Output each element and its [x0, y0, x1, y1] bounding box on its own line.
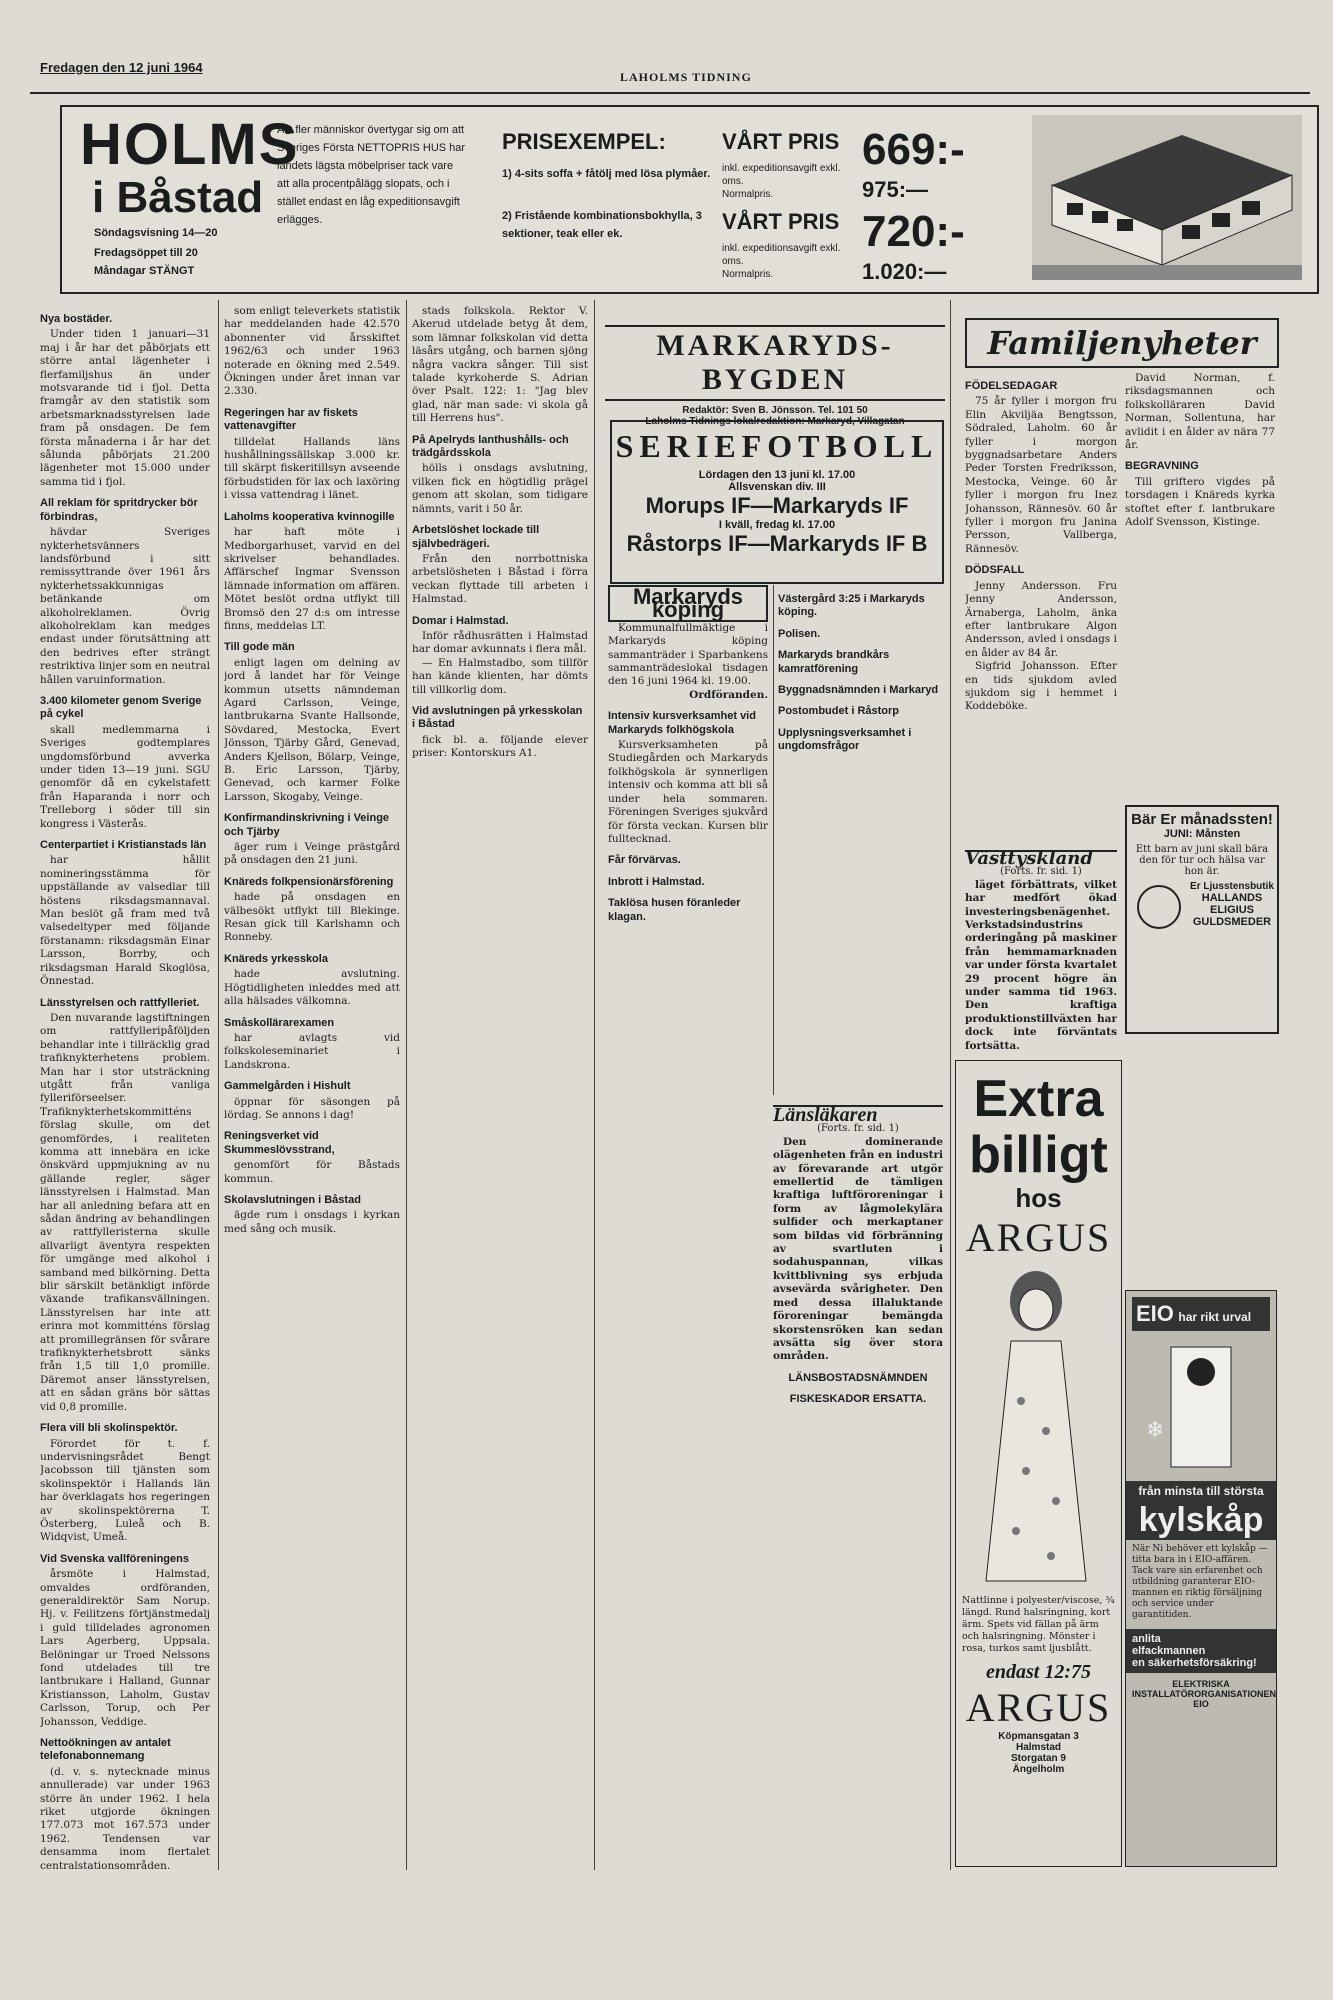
headline: Polisen.: [778, 627, 821, 640]
headline: 3.400 kilometer genom Sverige på cykel: [40, 694, 202, 721]
eio-organisation: ELEKTRISKA INSTALLATÖRORGANISATIONEN EIO: [1132, 1679, 1276, 1709]
article-text: Den dominerande olägenheten från en industri av förevarande art utgör emellertid de tämligen kraftiga luftföroreningar i form av lågmolekylära sulfider och merkaptaner som bildas vid förbränning av svartluten i sodahuspannan, vilkas kvittblivning sys erbjuda avsevärda svårigheter. Den med dessa illaluktande föroreningar bemängda skorstensröken kan sedan avsätta sig över stora områden.: [773, 1135, 943, 1363]
argus-name-bottom: ARGUS: [965, 1685, 1112, 1730]
argus-hos: hos: [1015, 1183, 1062, 1213]
eio-cta: [1126, 1629, 1276, 1673]
koping-notice-title: Markaryds köping: [608, 585, 768, 622]
article-text: Kommunalfullmäktige i Markaryds köping sammanträder i Sparbankens sammanträdeslokal tisdagen den 16 juni 1964 kl. 19.00.: [608, 621, 768, 688]
eio-kylskap: kylskåp: [1126, 1501, 1276, 1540]
article-text: hade på onsdagen en välbesökt utflykt till Blekinge. Resan gick till Karlshamn och Ronneby.: [224, 891, 400, 944]
article-text: har avlagts vid folkskoleseminariet i Landskrona.: [224, 1031, 400, 1071]
fridge-figure-illustration: [1126, 1337, 1276, 1477]
argus-address-4: Ängelholm: [1012, 1764, 1065, 1775]
monthstone-advertisement: [1125, 805, 1279, 1034]
headline: LÄNSBOSTADSNÄMNDEN: [788, 1371, 928, 1384]
markaryd-title: MARKARYDS-BYGDEN: [605, 325, 945, 401]
eio-cta-2: elfackmannen: [1132, 1645, 1206, 1657]
argus-caption: Nattlinne i polyester/viscose, ¾ längd. Rund halsringning, kort ärm. Spets vid fällan på ärm och halsringning. Mönster i rosa, turkos samt ljusblått.: [962, 1595, 1115, 1654]
shop-line-3: ELIGIUS: [1209, 904, 1254, 916]
vasttyskland-article: [965, 850, 1117, 1050]
holms-city: i Båstad: [92, 173, 264, 222]
headline: Knäreds folkpensionärsförening: [224, 875, 394, 888]
prisexempel-title: PRISEXEMPEL:: [502, 129, 666, 154]
store-building-illustration: [1032, 115, 1302, 280]
article-text: skall medlemmarna i Sveriges godtemplares ungdomsförbund avverka under tiden 13—19 juni. SGU genomför då en cykelstafett från Haparanda i norr och Trelleborg i söder till sin kongress i Västerås.: [40, 723, 210, 830]
article-text: läget förbättrats, vilket har medfört ökad investeringsbenägenhet. Verkstadsindustrins orderingång på maskiner från hemmamarknaden var under första kvartalet 29 procent högre än under samma tid 1963. Den kraftiga produktionstillväxten har dock inte förväntats fortsätta.: [965, 878, 1117, 1050]
markaryd-column-left: [608, 585, 768, 1095]
price-item-1: 1) 4-sits soffa + fåtölj med lösa plymåer.: [502, 168, 711, 180]
vasttyskland-title: Västtyskland: [965, 850, 1117, 865]
headline: Konfirmandinskrivning i Veinge och Tjärby: [224, 812, 390, 838]
article-text: genomfört för Båstads kommun.: [224, 1159, 400, 1185]
holms-advertisement: [60, 105, 1319, 294]
normal-price-1: 975:—: [862, 177, 929, 202]
lanslakaren-title: Länsläkaren: [773, 1105, 943, 1122]
markaryd-header: [605, 325, 945, 427]
headline: Småskollärarexamen: [224, 1016, 335, 1029]
eio-advertisement: [1125, 1290, 1277, 1867]
headline: Vid avslutningen på yrkesskolan i Båstad: [412, 704, 583, 731]
argus-price: endast 12:75: [986, 1661, 1091, 1683]
headline: Får förvärvas.: [608, 854, 681, 867]
holms-brand: HOLMS: [80, 112, 300, 177]
argus-address-3: Storgatan 9: [1010, 1753, 1066, 1764]
price-note-2: inkl. expeditionsavgift exkl. oms.: [722, 243, 841, 267]
eio-tagline: har rikt urval: [1178, 1310, 1252, 1324]
normal-label-1: Normalpris.: [722, 189, 774, 200]
markaryd-office: Laholms Tidnings lokalredaktion: Markaryd, Villagatan: [645, 416, 905, 427]
argus-address-1: Köpmansgatan 3: [998, 1731, 1079, 1742]
headline: Intensiv kursverksamhet vid Markaryds folkhögskola: [608, 710, 756, 736]
article-text: hade avslutning. Högtidligheten inleddes med att alla hälsades välkomna.: [224, 968, 400, 1008]
holms-intro: Allt fler människor övertygar sig om att Sveriges Första NETTOPRIS HUS har landets lägsta möbelpriser tack vare att alla procentpålägg slopats, och i stället endast en låg expeditionsavgift erlägges.: [277, 124, 466, 226]
article-text: stads folkskola. Rektor V. Akerud utdelade betyg åt dem, som lämnar folkskolan vid detta läsårs utgång, och barnen sjöng några vackra sånger. Till sist talade kyrkoherde S. Adrian över Psalt. 122: 1: "Jag blev glad, när man sade: vi skola gå till Herrens hus".: [412, 305, 588, 425]
article-text: hölls i onsdags avslutning, vilken fick en högtidlig prägel genom att skolan, som tidigare nämnts, varit i 50 år.: [412, 462, 588, 515]
monthstone-sub: JUNI: Månsten: [1163, 828, 1241, 840]
article-text: tilldelat Hallands läns hushållningssällskap 3.000 kr. till skärpt fiskeritillsyn avseende förbudstiden för lax och laxöring i vissa vattendrag i länet.: [224, 435, 400, 502]
headline: Upplysningsverksamhet i ungdomsfrågor: [778, 726, 912, 753]
normal-label-2: Normalpris.: [722, 269, 774, 280]
article-text: (d. v. s. nytecknade minus annullerade) var under 1963 större än under 1962. I hela riket utgjorde ökningen 177.073 mot 167.573 under 1962. Tendensen var densamma inom flertalet centralstationsområden.: [40, 1765, 210, 1870]
headline: Regeringen har av fiskets vattenavgifter: [224, 406, 358, 433]
article-text: årsmöte i Halmstad, omvaldes ordföranden, generaldirektör Sam Norup. Hj. v. Feilitzens förtjänstmedalj i guld tilldelades agronomen Lars Agerberg, Uppsala. Belöningar ur Troed Nelssons fond utdelades till tre lantbrukare i Halland, Gunnar Kristiansson, Laholm, Gustav Carlsson, Torup, och Per Johansson, Veddige.: [40, 1568, 210, 1728]
headline: DÖDSFALL: [965, 564, 1025, 577]
markaryd-editor: Redaktör: Sven B. Jönsson. Tel. 101 50: [682, 405, 868, 416]
header-rule: [30, 92, 1310, 94]
seriefotboll-title: SERIEFOTBOLL: [615, 428, 939, 464]
article-text: enligt lagen om delning av jord å landet har för Veinge kommun utsetts nämndeman Agard Carlsson, Veinge, lantbrukarna Svante Hallsonde, Sövdared, Mestocka, Evert Jönsson, Tjärby Gård, Genevad, Anders Kjellson, Bölarp, Veinge, B. Eric Larsson, Tjärby, Genevad, och karmer Folke Larsson, Skogaby, Veinge.: [224, 656, 400, 803]
paper-name: LAHOLMS TIDNING: [620, 70, 752, 84]
familjenyheter-title: Familjenyheter: [987, 324, 1257, 362]
our-price-label-2: VÅRT PRIS: [722, 209, 840, 234]
vasttyskland-continued: (Forts. fr. sid. 1): [1000, 866, 1082, 878]
headline: Vid Svenska vallföreningens: [40, 1552, 189, 1565]
eio-text: När Ni behöver ett kylskåp — titta bara in i EIO-affären. Tack vare sin erfarenhet och utbildning garanterar EIO-mannen en riktig försäljning och service under garantitiden.: [1132, 1544, 1268, 1620]
headline: Till gode män: [224, 641, 295, 654]
football-ad: [610, 420, 944, 584]
argus-address-2: Halmstad: [1015, 1742, 1061, 1753]
markaryd-column-right: [778, 585, 940, 1095]
price-1: 669:-: [862, 125, 965, 174]
headline: Gammelgården i Hishult: [224, 1080, 351, 1093]
column-divider: [594, 300, 595, 1870]
article-text: öppnar för säsongen på lördag. Se annons i dag!: [224, 1095, 400, 1121]
argus-extra: Extra: [973, 1070, 1104, 1128]
argus-advertisement: [955, 1060, 1122, 1867]
price-2: 720:-: [862, 207, 965, 256]
article-text: Inför rådhusrätten i Halmstad har domar avkunnats i flera mål.: [412, 629, 588, 656]
article-text: hävdar Sveriges nykterhetsvänners landsförbund i sitt remissyttrande över 1961 års nykterhetssakkunnigas betänkande om alkoholreklamen. Övrig alkoholreklam kan medges endast under förutsättning att den bedrives efter strängt restriktiva linjer som en neutral hållen varuinformation.: [40, 526, 210, 686]
our-price-label-1: VÅRT PRIS: [722, 129, 840, 154]
headline: Byggnadsnämnden i Markaryd: [778, 684, 939, 697]
headline: Taklösa husen föranleder klagan.: [608, 897, 741, 923]
headline: Knäreds yrkesskola: [224, 952, 328, 965]
article-text: som enligt televerkets statistik har meddelanden hade 42.570 abonnenter vid årsskiftet 1962/63 och under 1963 noterade en ökning med 2.549. Ökningen under året innan var 2.330.: [224, 305, 400, 398]
shop-line-1: Er Ljusstensbutik: [1190, 881, 1274, 892]
headline: Laholms kooperativa kvinnogille: [224, 510, 395, 523]
article-text: Den nuvarande lagstiftningen om rattfylleripåföljden behandlar inte i tillräcklig grad trafiknykterhetens problem. Man har i stor utsträckning utgått från vanliga fylleriförseelser. Trafiknykterhetskommitténs förslag skulle, om det genomfördes, i realiteten komma att innebära en icke önskvärd uppmjukning av nu gällande regler, säger länsstyrelsen i Halmstad. Man har all anledning befara att en sådan ändring av behandlingen av rattfylleristerna skulle allvarligt äventyra respekten för umgänge med alkohol i samband med bilkörning. Detta blir särskilt betänkligt införde växande trafikansvällningen. Länsstyrelsen har inte att erinra mot kommitténs förslag att promillegränsen för svårare trafiknykterhetsbrott sänks från 1,5 till 1,0 promille. Däremot anser länsstyrelsen, att en sådan gräns bör sättas vid 0,8 promille.: [40, 1011, 210, 1413]
headline: Västergård 3:25 i Markaryds köping.: [778, 593, 925, 619]
column-divider: [218, 300, 219, 1870]
article-text: Under tiden 1 januari—31 maj i år har det påbörjats ett större antal lägenheter i flerfamiljshus än under motsvarande tid i fjol. Detta framgår av den statistik som arbetsmarknadsstyrelsen lade fram på onsdagen. De fem första månaderna i år har det sålunda påbörjats 21.200 lägenheter mot 15.000 under samma tid i fjol.: [40, 328, 210, 488]
lanslakaren-continued: (Forts. fr. sid. 1): [817, 1123, 899, 1135]
headline: Nettoökningen av antalet telefonabonnemang: [40, 1737, 171, 1763]
guild-seal-icon: [1137, 885, 1181, 929]
eio-header: [1132, 1297, 1270, 1331]
eio-cta-3: en säkerhetsförsäkring!: [1132, 1657, 1257, 1669]
lanslakaren-article: [773, 1105, 943, 1875]
headline: Domar i Halmstad.: [412, 614, 509, 627]
league-name: Allsvenskan div. III: [728, 481, 826, 493]
eio-logo: EIO: [1136, 1301, 1174, 1326]
argus-name-top: ARGUS: [965, 1215, 1112, 1260]
issue-date: Fredagen den 12 juni 1964: [40, 60, 203, 75]
eio-line: från minsta till största: [1126, 1481, 1276, 1501]
article-text: Jenny Andersson. Fru Jenny Andersson, Ärnaberga, Laholm, änka efter lantbrukare Algon Andersson, avled i onsdags i en ålder av 84 år.: [965, 579, 1117, 659]
headline: Länsstyrelsen och rattfylleriet.: [40, 996, 200, 1009]
holms-hours-3: Måndagar STÄNGT: [94, 265, 195, 277]
headline: Reningsverket vid Skummeslövsstrand,: [224, 1130, 335, 1156]
eio-cta-1: anlita: [1132, 1633, 1161, 1645]
normal-price-2: 1.020:—: [862, 259, 947, 284]
article-text: har hållit nomineringsstämma för uppställande av valsedlar till höstens riksdagsmannaval. Man beslöt gå fram med två valsedeltyper med följande förstanamn: riksdagsmän Einar Larsson, Borrby, och riksdagsman Harald Skoglösa, Önnestad.: [40, 854, 210, 988]
article-text: Förordet för t. f. undervisningsrådet Bengt Jacobsson till tjänsten som skolinspektör i Hallands län har överklagats hos regeringen av skolinspektörerna T. Österberg, Luleå och B. Widqvist, Umeå.: [40, 1437, 210, 1544]
headline: FISKESKADOR ERSATTA.: [789, 1393, 927, 1406]
familjenyheter-banner: [965, 318, 1279, 368]
column-divider: [406, 300, 407, 1870]
article-text: David Norman, f. riksdagsmannen och folkskolläraren David Norman, Sollentuna, har avlidit i en ålder av nära 77 år.: [1125, 372, 1275, 452]
price-note-1: inkl. expeditionsavgift exkl. oms.: [722, 163, 841, 187]
headline: Inbrott i Halmstad.: [608, 875, 705, 888]
article-text: Kursverksamheten på Studiegården och Markaryds folkhögskola är synnerligen intensiv och komma att bli så under hela sommaren. Föreningen Sveriges sjukvård för första veckan. Kursen blir fulltecknad.: [608, 739, 768, 845]
match-date-2: I kväll, fredag kl. 17.00: [718, 519, 836, 531]
familj-column-left: [965, 372, 1117, 842]
headline: Postombudet i Råstorp: [778, 705, 900, 718]
familj-column-right: [1125, 372, 1275, 802]
holms-hours-2: Fredagsöppet till 20: [94, 247, 198, 259]
article-text: har haft möte i Medborgarhuset, varvid en del skrivelser behandlades. Affärschef Ingmar Svensson lämnade information om affären. Mötet beslöt ordna utflykt till Bromsö den 27 d:s om intresse finns, meddelas LT.: [224, 526, 400, 632]
signature: Ordföranden.: [689, 688, 768, 701]
headline: Flera vill bli skolinspektör.: [40, 1422, 178, 1435]
column-divider: [950, 300, 951, 1870]
headline: All reklam för spritdrycker bör förbindras,: [40, 497, 198, 523]
headline: Centerpartiet i Kristianstads län: [40, 839, 207, 852]
news-column-3: [412, 305, 588, 1870]
article-text: 75 år fyller i morgon fru Elin Akviljäa Bengtsson, Södraled, Laholm. 60 år fyller i morgon byggnadsarbetare Anders Peder Torsten Fredriksson, Mestocka, Veinge. 60 år fyller i morgon fru Inez Johansson, Rännesöv. 60 år fyller i morgon fru Janina Persson, Vallberga, Rännesöv.: [965, 395, 1117, 555]
headline: Arbetslöshet lockade till självbedrägeri.: [412, 524, 540, 550]
headline: Skolavslutningen i Båstad: [224, 1193, 361, 1206]
article-text: fick bl. a. följande elever priser: Kontorskurs A1.: [412, 733, 588, 760]
article-text: ägde rum i onsdags i kyrkan med sång och musik.: [224, 1209, 400, 1235]
column-divider: [773, 585, 774, 1095]
match-date-1: Lördagen den 13 juni kl. 17.00: [698, 469, 856, 481]
article-text: Sigfrid Johansson. Efter en tids sjukdom avled sjukdom sig i hemmet i Koddeböke.: [965, 660, 1117, 713]
match-1: Morups IF—Markaryds IF: [645, 493, 909, 518]
shop-line-4: GULDSMEDER: [1192, 916, 1272, 928]
headline: På Apelryds lanthushålls- och trädgårdsskola: [412, 433, 569, 460]
headline: BEGRAVNING: [1125, 460, 1199, 473]
nightgown-model-illustration: [956, 1261, 1116, 1591]
article-text: äger rum i Veinge prästgård på onsdagen den 21 juni.: [224, 841, 400, 867]
shop-line-2: HALLANDS: [1201, 892, 1263, 904]
headline: FÖDELSEDAGAR: [965, 380, 1058, 392]
headline: Markaryds brandkårs kamratförening: [778, 649, 890, 675]
argus-billigt: billigt: [969, 1126, 1108, 1184]
article-text: Till griftero vigdes på torsdagen i Knäreds kyrka stoftet efter f. lantbrukare Adolf Svensson, Kistinge.: [1125, 475, 1275, 529]
headline: Nya bostäder.: [40, 313, 113, 325]
article-text: — En Halmstadbo, som tillför han kände klienten, har dömts till villkorlig dom.: [412, 656, 588, 696]
svg-text:❄: ❄: [1146, 1418, 1165, 1443]
monthstone-text: Ett barn av juni skall bära den för tur och hälsa var hon är.: [1135, 844, 1269, 877]
news-column-2: [224, 305, 400, 1870]
news-column-1: [40, 305, 210, 1870]
article-text: Från den norrbottniska arbetslösheten i Båstad i förra veckan flyttade till arbeten i Halmstad.: [412, 552, 588, 606]
holms-hours-1: Söndagsvisning 14—20: [94, 227, 218, 239]
monthstone-title: Bär Er månadssten!: [1131, 811, 1273, 828]
match-2: Råstorps IF—Markaryds IF B: [626, 531, 928, 556]
price-item-2: 2) Fristående kombinationsbokhylla, 3 sektioner, teak eller ek.: [502, 210, 702, 240]
